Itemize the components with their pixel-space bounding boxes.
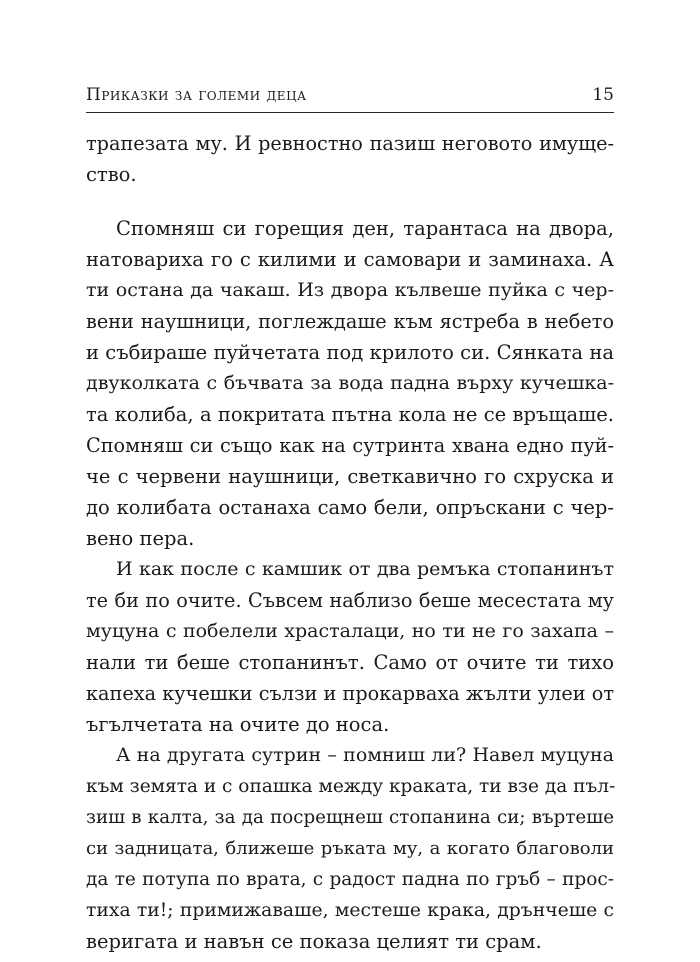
text-line: двуколката с бъчвата за вода падна върху кучешка- [86, 372, 614, 394]
running-header-title: Приказки за големи деца [86, 85, 307, 105]
text-line: и събираше пуйчетата под крилото си. Сянката на [86, 341, 614, 364]
text-line: те би по очите. Съвсем наблизо беше месестата му [86, 589, 614, 612]
text-line: И как после с камшик от два ремъка стопанинът [116, 558, 614, 580]
text-line: си задницата, ближеше ръката му, а когато благоволи [86, 838, 614, 859]
text-line: тиха ти!; примижаваше, местеше крака, дрънчеше с [86, 900, 614, 921]
text-line: ти остана да чакаш. Из двора кълвеше пуйка с чер- [86, 279, 614, 301]
text-line: та колиба, а покритата пътна кола не се връщаше. [86, 403, 614, 426]
text-line: зиш в калта, за да посрещнеш стопанина си; въртеше [86, 807, 614, 828]
text-line: до колибата останаха само бели, опръскани с чер- [86, 496, 614, 519]
text-line: А на другата сутрин – помниш ли? Навел муцуна [116, 744, 614, 766]
text-line: да те потупа по врата, с радост падна по гръб – прос- [86, 869, 614, 890]
text-line: муцуна с побелели храсталаци, но ти не го захапа – [86, 620, 614, 642]
text-line: вени наушници, поглеждаше към ястреба в небето [86, 310, 614, 333]
header-divider [86, 112, 614, 113]
text-line: нали ти беше стопанинът. Само от очите ти тихо [86, 651, 614, 674]
text-line: ство. [86, 163, 137, 186]
text-line: че с червени наушници, светкавично го схруска и [86, 465, 614, 488]
text-line: Спомняш си също как на сутринта хвана едно пуй- [86, 434, 614, 457]
text-line: Спомняш си горещия ден, тарантаса на двора, [116, 217, 614, 240]
text-line: трапезата му. И ревностно пазиш неговото имуще- [86, 132, 614, 155]
text-line: веригата и навън се показа целият ти срам. [86, 930, 542, 953]
text-line: вено пера. [86, 527, 195, 550]
page-number: 15 [592, 85, 614, 105]
text-line: ъгълчетата на очите до носа. [86, 713, 390, 736]
text-line: натовариха го с килими и самовари и заминаха. А [86, 248, 614, 271]
text-line: към земята и с опашка между краката, ти взе да пъл- [86, 776, 616, 797]
running-header [86, 82, 614, 108]
text-line: капеха кучешки сълзи и прокарваха жълти улеи от [86, 682, 614, 705]
